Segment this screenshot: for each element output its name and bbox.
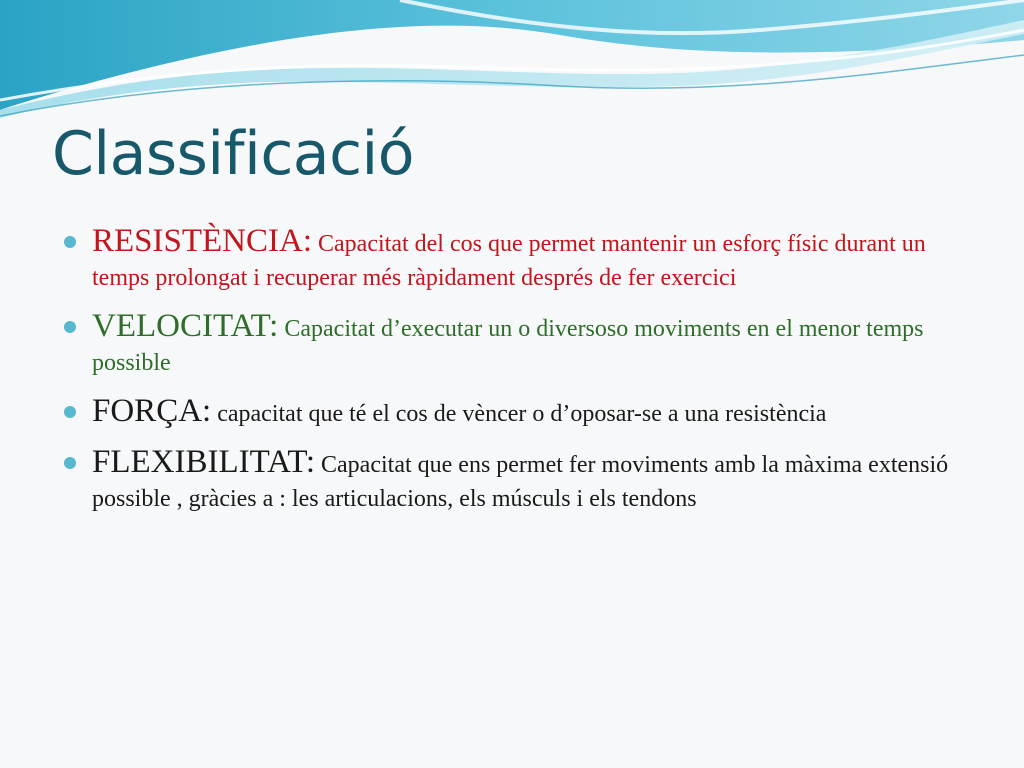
bullet-item-flexibilitat bbox=[62, 445, 962, 516]
bullet-description: Capacitat que ens permet fer moviments amb la màxima extensió possible , gràcies a : les articulacions, els músculs i els tendons bbox=[92, 452, 949, 512]
bullet-term: VELOCITAT: bbox=[92, 308, 279, 344]
bullet-dot-icon bbox=[64, 457, 76, 469]
slide-title: Classificació bbox=[52, 119, 414, 189]
bullet-list bbox=[62, 224, 962, 530]
bullet-term: RESISTÈNCIA: bbox=[92, 223, 313, 259]
bullet-dot-icon bbox=[64, 236, 76, 248]
bullet-description: Capacitat del cos que permet mantenir un esforç físic durant un temps prolongat i recuperar més ràpidament després de fer exercici bbox=[92, 231, 926, 291]
bullet-item-forca bbox=[62, 394, 962, 431]
header-wave-decoration bbox=[0, 0, 1024, 125]
bullet-term: FLEXIBILITAT: bbox=[92, 444, 316, 480]
bullet-description: Capacitat d’executar un o diversoso moviments en el menor temps possible bbox=[92, 316, 924, 376]
bullet-description: capacitat que té el cos de vèncer o d’oposar-se a una resistència bbox=[217, 401, 827, 427]
bullet-dot-icon bbox=[64, 406, 76, 418]
bullet-item-resistencia bbox=[62, 224, 962, 295]
bullet-term: FORÇA: bbox=[92, 393, 212, 429]
bullet-item-velocitat bbox=[62, 309, 962, 380]
bullet-dot-icon bbox=[64, 321, 76, 333]
